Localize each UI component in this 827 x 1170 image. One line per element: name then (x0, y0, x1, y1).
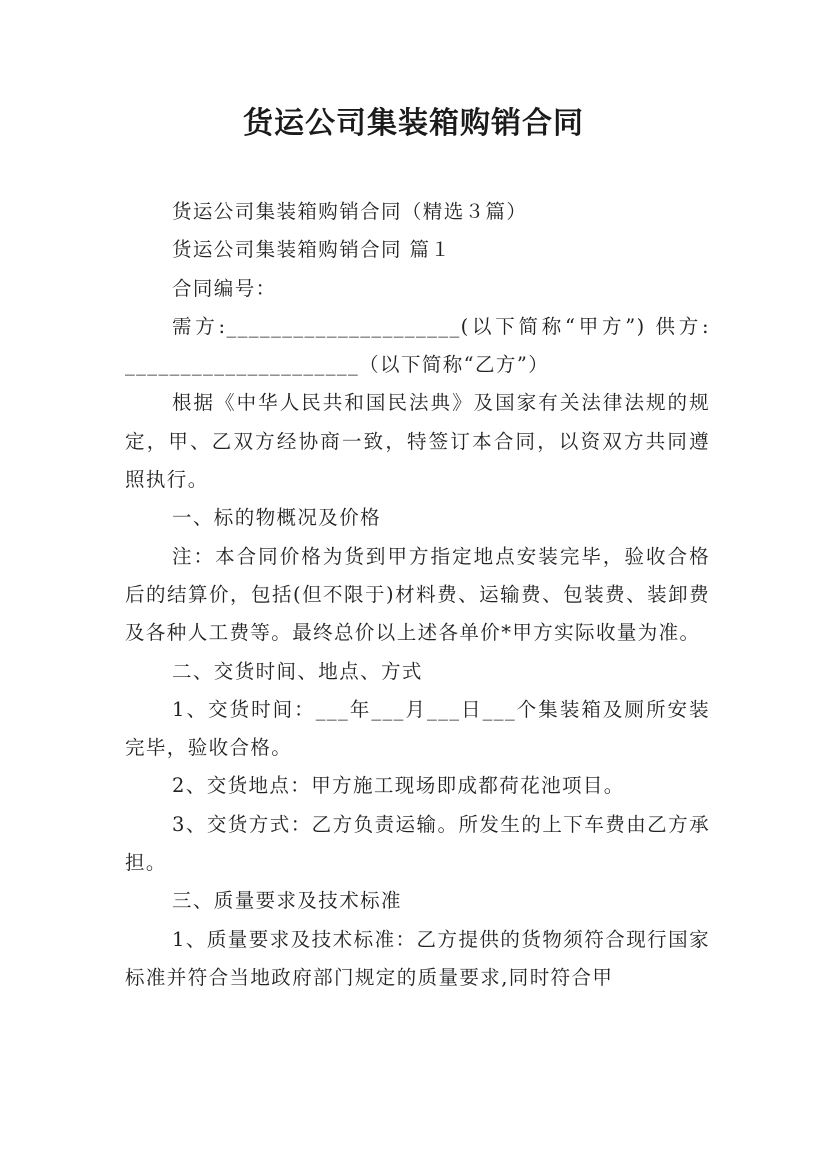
paragraph-heading-subject: 一、标的物概况及价格 (172, 506, 382, 530)
paragraph-basis: 根据《中华人民共和国民法典》及国家有关法律法规的规定，甲、乙双方经协商一致，特签订本合同，以资双方共同遵照执行。 (125, 391, 710, 492)
paragraph-heading-quality: 三、质量要求及技术标准 (172, 889, 402, 913)
paragraph-heading-delivery: 二、交货时间、地点、方式 (172, 659, 423, 683)
paragraph-price-note: 注：本合同价格为货到甲方指定地点安装完毕，验收合格后的结算价，包括(但不限于)材料费、运输费、包装费、装卸费及各种人工费等。最终总价以上述各单价*甲方实际收量为准。 (125, 544, 710, 645)
paragraph-delivery-place: 2、交货地点：甲方施工现场即成都荷花池项目。 (172, 774, 625, 798)
document-body (125, 193, 710, 997)
paragraph-contract-number: 合同编号： (172, 276, 277, 300)
paragraph-subtitle: 货运公司集装箱购销合同（精选３篇） (172, 200, 528, 223)
paragraph-delivery-method: 3、交货方式：乙方负责运输。所发生的上下车费由乙方承担。 (125, 812, 710, 875)
paragraph-delivery-time: 1、交货时间：___年___月___日___个集装箱及厕所安装完毕，验收合格。 (125, 697, 710, 760)
paragraph-quality-standard: 1、质量要求及技术标准：乙方提供的货物须符合现行国家标准并符合当地政府部门规定的质量要求,同时符合甲 (125, 927, 710, 989)
paragraph-parties: 需方:_____________________(以下简称“甲方”) 供方: _____________________（以下简称“乙方”） (125, 314, 710, 377)
document-title: 货运公司集装箱购销合同 (243, 106, 584, 141)
paragraph-section-heading: 货运公司集装箱购销合同 篇１ (172, 238, 452, 262)
